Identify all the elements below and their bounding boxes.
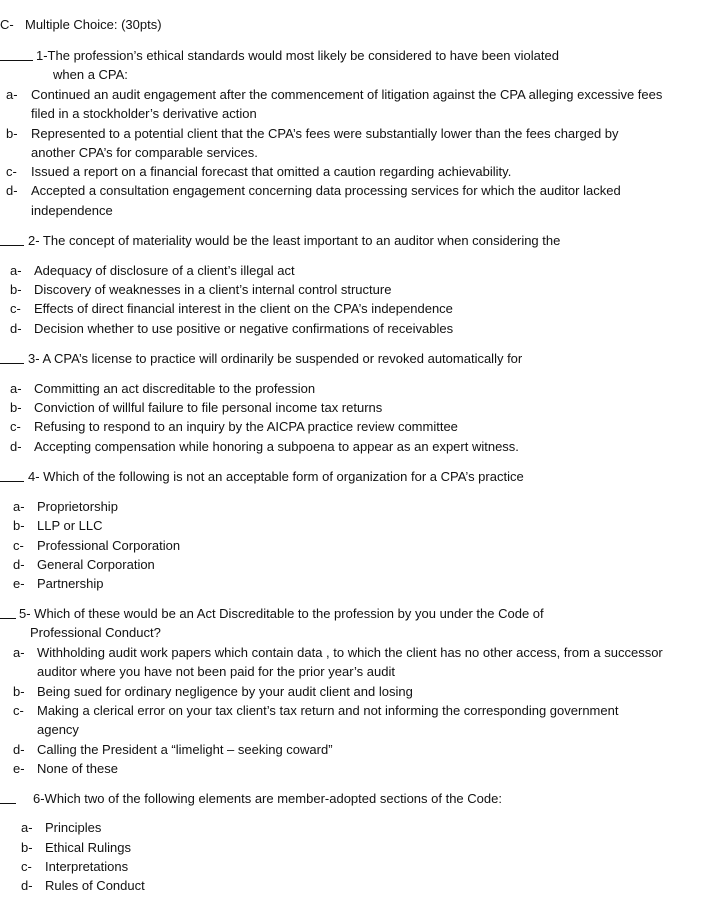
q4-option-e: Partnership bbox=[37, 576, 104, 591]
q5-option-b: Being sued for ordinary negligence by your audit client and losing bbox=[37, 684, 413, 699]
q1-option-b-cont: another CPA’s for comparable services. bbox=[31, 145, 258, 160]
q5-option-a: Withholding audit work papers which contain data , to which the client has no other access, from a successor bbox=[37, 645, 663, 660]
q4-option-a: Proprietorship bbox=[37, 499, 118, 514]
q4-option-b: LLP or LLC bbox=[37, 518, 103, 533]
q4-option-a-label: a- bbox=[13, 499, 25, 514]
q2-option-a: Adequacy of disclosure of a client’s illegal act bbox=[34, 263, 295, 278]
answer-blank-q1[interactable] bbox=[0, 47, 33, 61]
q3-option-d-label: d- bbox=[10, 439, 22, 454]
q5-option-e: None of these bbox=[37, 761, 118, 776]
q6-option-a-label: a- bbox=[21, 820, 33, 835]
q4-option-e-label: e- bbox=[13, 576, 25, 591]
question-6-stem: 6-Which two of the following elements are member-adopted sections of the Code: bbox=[33, 791, 502, 806]
q4-option-c: Professional Corporation bbox=[37, 538, 181, 553]
answer-blank-q2[interactable] bbox=[0, 232, 24, 246]
q1-option-c: Issued a report on a financial forecast that omitted a caution regarding achievability. bbox=[31, 164, 512, 179]
q5-option-d-label: d- bbox=[13, 742, 25, 757]
q1-option-d-cont: independence bbox=[31, 203, 113, 218]
section-prefix: C- bbox=[0, 17, 14, 32]
q6-option-d-label: d- bbox=[21, 878, 33, 893]
q6-option-c: Interpretations bbox=[45, 859, 129, 874]
q1-option-a: Continued an audit engagement after the commencement of litigation against the CPA alleging excessive fees bbox=[31, 87, 663, 102]
q4-option-c-label: c- bbox=[13, 538, 24, 553]
answer-blank-q5[interactable] bbox=[0, 605, 16, 619]
q3-option-b-label: b- bbox=[10, 400, 22, 415]
q3-option-b: Conviction of willful failure to file personal income tax returns bbox=[34, 400, 383, 415]
q6-option-c-label: c- bbox=[21, 859, 32, 874]
q3-option-c: Refusing to respond to an inquiry by the AICPA practice review committee bbox=[34, 419, 458, 434]
q1-option-b: Represented to a potential client that the CPA’s fees were substantially lower than the fees charged by bbox=[31, 126, 619, 141]
q5-option-c-label: c- bbox=[13, 703, 24, 718]
question-1-stem-cont: when a CPA: bbox=[53, 67, 128, 82]
q3-option-d: Accepting compensation while honoring a subpoena to appear as an expert witness. bbox=[34, 439, 519, 454]
question-2-stem: 2- The concept of materiality would be the least important to an auditor when considering the bbox=[28, 233, 561, 248]
q1-option-d: Accepted a consultation engagement concerning data processing services for which the auditor lacked bbox=[31, 183, 621, 198]
q1-option-a-label: a- bbox=[6, 87, 18, 102]
q2-option-d-label: d- bbox=[10, 321, 22, 336]
q2-option-b-label: b- bbox=[10, 282, 22, 297]
question-5-stem: 5- Which of these would be an Act Discreditable to the profession by you under the Code of bbox=[19, 606, 544, 621]
question-4-stem: 4- Which of the following is not an acceptable form of organization for a CPA’s practice bbox=[28, 469, 524, 484]
q2-option-c-label: c- bbox=[10, 301, 21, 316]
answer-blank-q3[interactable] bbox=[0, 350, 24, 364]
q2-option-c: Effects of direct financial interest in the client on the CPA’s independence bbox=[34, 301, 453, 316]
q1-option-b-label: b- bbox=[6, 126, 18, 141]
q2-option-a-label: a- bbox=[10, 263, 22, 278]
q6-option-d: Rules of Conduct bbox=[45, 878, 145, 893]
q5-option-d: Calling the President a “limelight – seeking coward” bbox=[37, 742, 333, 757]
q5-option-a-cont: auditor where you have not been paid for the prior year’s audit bbox=[37, 664, 395, 679]
q5-option-c: Making a clerical error on your tax client’s tax return and not informing the corresponding government bbox=[37, 703, 619, 718]
q4-option-d: General Corporation bbox=[37, 557, 155, 572]
question-1-stem: 1-The profession’s ethical standards would most likely be considered to have been violated bbox=[36, 48, 559, 63]
q5-option-e-label: e- bbox=[13, 761, 25, 776]
q1-option-d-label: d- bbox=[6, 183, 18, 198]
q1-option-a-cont: filed in a stockholder’s derivative action bbox=[31, 106, 257, 121]
q6-option-b-label: b- bbox=[21, 840, 33, 855]
section-title: Multiple Choice: (30pts) bbox=[25, 17, 162, 32]
q4-option-d-label: d- bbox=[13, 557, 25, 572]
q5-option-c-cont: agency bbox=[37, 722, 79, 737]
q5-option-b-label: b- bbox=[13, 684, 25, 699]
q6-option-a: Principles bbox=[45, 820, 102, 835]
question-3-stem: 3- A CPA’s license to practice will ordinarily be suspended or revoked automatically for bbox=[28, 351, 523, 366]
q3-option-a: Committing an act discreditable to the profession bbox=[34, 381, 316, 396]
q3-option-c-label: c- bbox=[10, 419, 21, 434]
question-5-stem-cont: Professional Conduct? bbox=[30, 625, 161, 640]
q2-option-b: Discovery of weaknesses in a client’s internal control structure bbox=[34, 282, 392, 297]
q2-option-d: Decision whether to use positive or negative confirmations of receivables bbox=[34, 321, 454, 336]
q3-option-a-label: a- bbox=[10, 381, 22, 396]
q5-option-a-label: a- bbox=[13, 645, 25, 660]
answer-blank-q6[interactable] bbox=[0, 790, 16, 804]
answer-blank-q4[interactable] bbox=[0, 468, 24, 482]
q6-option-b: Ethical Rulings bbox=[45, 840, 131, 855]
q1-option-c-label: c- bbox=[6, 164, 17, 179]
q4-option-b-label: b- bbox=[13, 518, 25, 533]
